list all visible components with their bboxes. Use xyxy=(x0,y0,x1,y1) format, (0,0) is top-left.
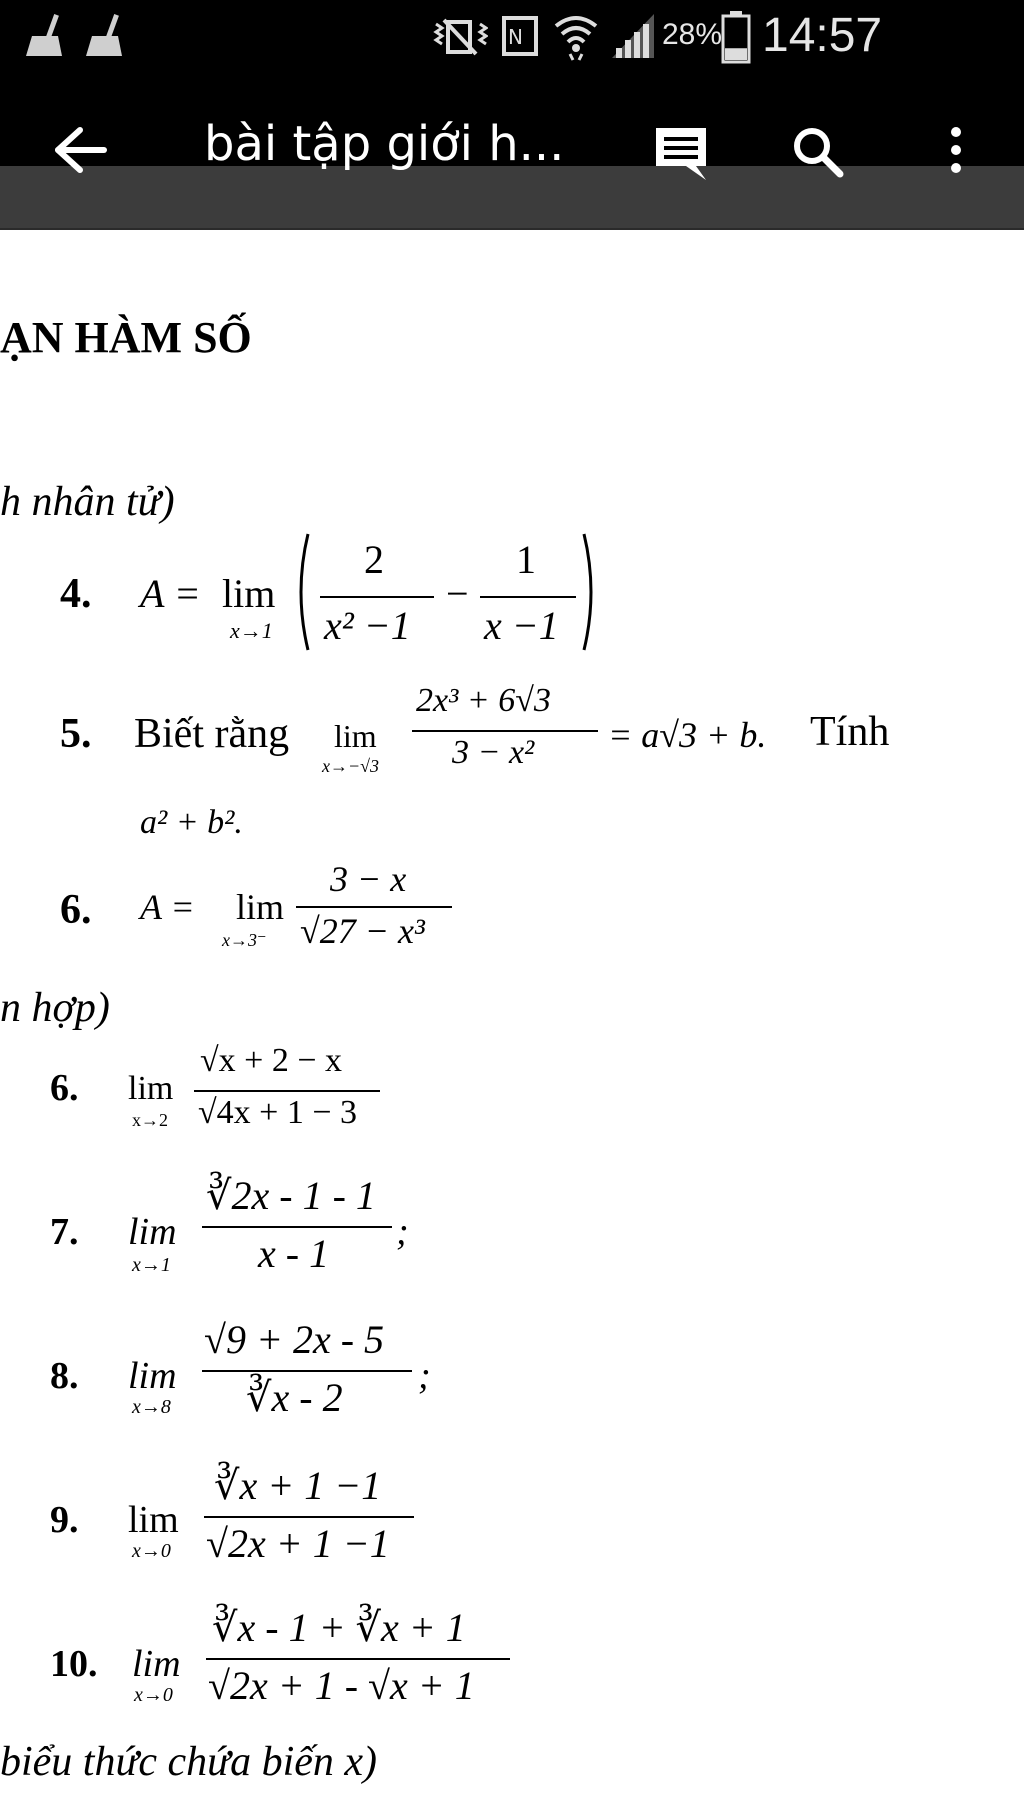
fraction-denominator-2: x −1 xyxy=(484,603,559,648)
lim-operator: lim xyxy=(128,1070,174,1107)
lim-operator: lim xyxy=(132,1643,181,1685)
fraction-numerator-2: 1 xyxy=(516,537,536,582)
lim-subscript: x→−√3 xyxy=(322,756,380,776)
vibrate-mute-icon xyxy=(432,16,488,58)
nfc-data-icon xyxy=(500,14,542,60)
fraction-bar xyxy=(206,1658,510,1660)
lim-subscript: x→0 xyxy=(132,1540,171,1562)
chapter-heading: ẠN HÀM SỐ xyxy=(0,313,252,362)
battery-percent: 28% xyxy=(662,18,723,51)
lim-subscript: x→1 xyxy=(132,1254,171,1276)
lim-subscript: x→8 xyxy=(132,1396,171,1418)
fraction-numerator: 2x³ + 6√3 xyxy=(416,682,551,719)
lim-subscript: x→2 xyxy=(132,1110,168,1130)
fraction-bar xyxy=(202,1370,412,1372)
fraction-numerator-1: 2 xyxy=(364,537,384,582)
problem-number: 10. xyxy=(50,1643,98,1685)
fraction-denominator: √27 − x³ xyxy=(300,911,425,951)
broom-notification-icon-2 xyxy=(82,12,132,58)
fraction-bar xyxy=(204,1516,414,1518)
lim-operator: lim xyxy=(334,718,377,754)
app-bar-shadow xyxy=(0,166,1024,230)
lim-operator: lim xyxy=(128,1355,177,1397)
minus-sign: − xyxy=(446,571,469,616)
problem-number: 6. xyxy=(50,1067,79,1109)
more-options-icon[interactable] xyxy=(944,124,968,180)
fraction-numerator: ∛x + 1 −1 xyxy=(214,1463,382,1508)
problem-lhs: A = xyxy=(140,887,195,927)
fraction-bar-1 xyxy=(320,596,434,598)
problem-number: 8. xyxy=(50,1355,79,1397)
problem-number: 9. xyxy=(50,1499,79,1541)
problem-number: 4. xyxy=(60,571,92,617)
lim-subscript: x→0 xyxy=(134,1684,173,1706)
document-page xyxy=(0,230,1024,1820)
equation-rhs: = a√3 + b. xyxy=(608,715,767,755)
fraction-numerator: 3 − x xyxy=(330,859,407,899)
section-expression: biểu thức chứa biến x) xyxy=(0,1739,378,1785)
fraction-denominator: ∛x - 2 xyxy=(246,1375,343,1420)
fraction-numerator: √9 + 2x - 5 xyxy=(204,1317,385,1362)
problem-line-2: a² + b². xyxy=(140,804,243,841)
lim-operator: lim xyxy=(236,887,285,927)
status-bar xyxy=(0,0,1024,74)
fraction-denominator: √4x + 1 − 3 xyxy=(198,1094,358,1131)
right-paren xyxy=(580,532,600,652)
problem-tail-text: Tính xyxy=(810,709,890,755)
svg-text:N: N xyxy=(508,25,523,49)
document-title: bài tập giới h... xyxy=(204,116,565,172)
lim-subscript: x→3⁻ xyxy=(222,930,267,950)
fraction-bar xyxy=(194,1090,380,1092)
signal-strength-icon xyxy=(610,12,656,60)
fraction-numerator: ∛x - 1 + ∛x + 1 xyxy=(212,1605,466,1650)
section-conjugate: n hợp) xyxy=(0,985,110,1031)
end-punctuation: ; xyxy=(418,1355,431,1397)
clock-time: 14:57 xyxy=(762,9,883,62)
comment-notes-icon[interactable] xyxy=(652,124,710,182)
left-paren xyxy=(292,532,312,652)
fraction-denominator-1: x² −1 xyxy=(324,603,411,648)
lim-operator: lim xyxy=(128,1499,179,1541)
fraction-denominator: 3 − x² xyxy=(452,734,535,771)
fraction-denominator: √2x + 1 −1 xyxy=(206,1521,390,1566)
problem-number: 6. xyxy=(60,887,92,933)
problem-lhs: A = xyxy=(140,571,201,616)
fraction-denominator: x - 1 xyxy=(258,1231,330,1276)
battery-icon xyxy=(720,10,752,64)
fraction-numerator: √x + 2 − x xyxy=(200,1042,343,1079)
fraction-bar-2 xyxy=(480,596,576,598)
lim-operator: lim xyxy=(128,1211,177,1253)
end-punctuation: ; xyxy=(396,1211,409,1253)
back-arrow-icon[interactable] xyxy=(52,126,108,174)
broom-notification-icon xyxy=(22,12,72,58)
lim-subscript: x→1 xyxy=(230,618,273,643)
section-factorization: h nhân tử) xyxy=(0,479,175,525)
wifi-icon xyxy=(552,10,600,62)
fraction-bar xyxy=(296,906,452,908)
fraction-bar xyxy=(412,730,598,732)
fraction-denominator: √2x + 1 - √x + 1 xyxy=(208,1663,475,1708)
fraction-bar xyxy=(202,1226,392,1228)
problem-lead-text: Biết rằng xyxy=(134,711,290,757)
fraction-numerator: ∛2x - 1 - 1 xyxy=(206,1173,376,1218)
problem-number: 5. xyxy=(60,711,92,757)
problem-number: 7. xyxy=(50,1211,79,1253)
search-icon[interactable] xyxy=(790,124,846,180)
lim-operator: lim xyxy=(222,571,276,616)
